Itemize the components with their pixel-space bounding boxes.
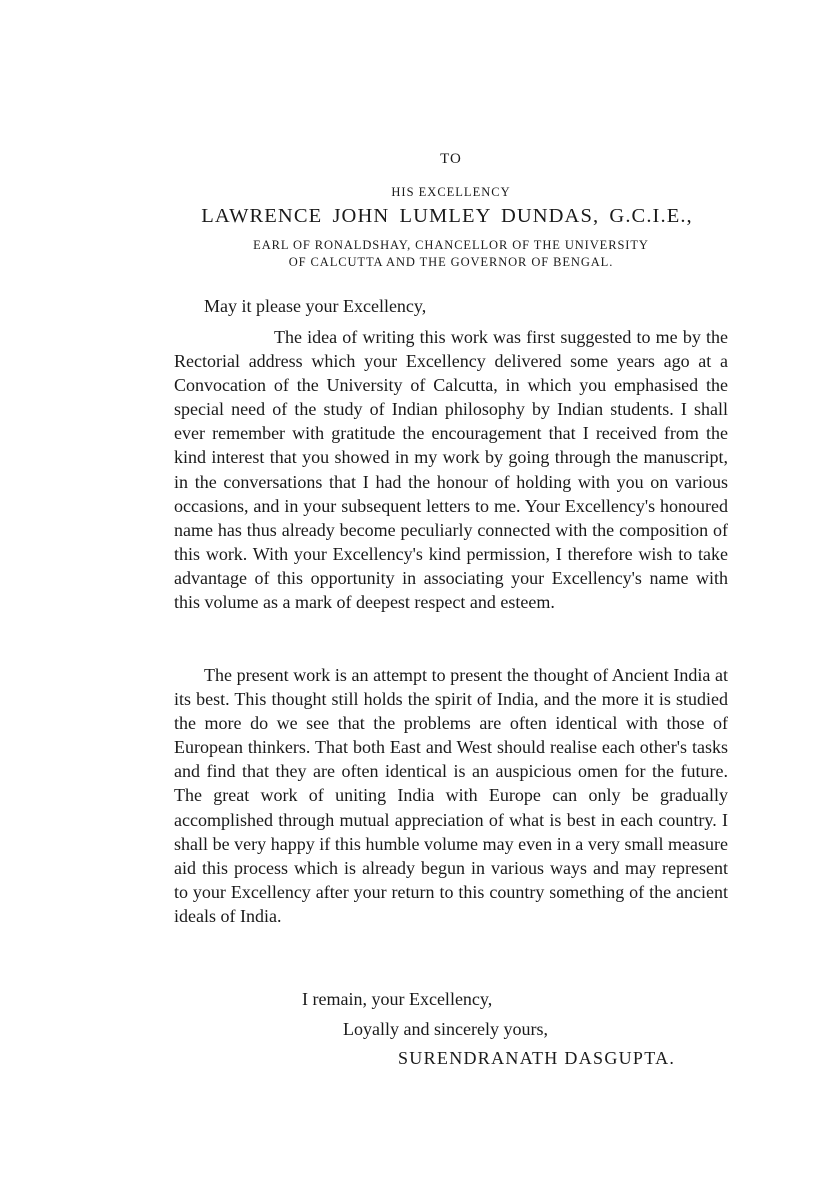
closing-loyally: Loyally and sincerely yours, [343, 1019, 548, 1039]
dedicatee-title-line-2: OF CALCUTTA AND THE GOVERNOR OF BENGAL. [288, 255, 614, 269]
paragraph-1: The idea of writing this work was first suggested to me by the Rectorial address which your Excellency delivered some years ago at a Convocation of the University of Calcutta, in which you emphasised the special need of the study of Indian philosophy by Indian students. I shall ever remember with gratitude the encouragement that I received from the kind interest that you showed in my work by going through the manuscript, in the conversations that I had the honour of holding with you on various occasions, and in your subsequent letters to me. Your Excellency's honoured name has thus already become peculiarly connected with the composition of this work. With your Excellency's kind permission, I therefore wish to take advantage of this opportunity in associating your Excellency's name with this volume as a mark of deepest respect and esteem. [174, 327, 728, 613]
his-excellency-line: HIS EXCELLENCY [391, 185, 511, 199]
signature: SURENDRANATH DASGUPTA. [398, 1048, 676, 1068]
closing-remain: I remain, your Excellency, [302, 989, 493, 1009]
to-line: TO [440, 151, 462, 167]
dedicatee-title-line-1: EARL OF RONALDSHAY, CHANCELLOR OF THE UNIVERSITY [253, 238, 649, 252]
dedication-heading [174, 150, 728, 271]
dedicatee-name: LAWRENCE JOHN LUMLEY DUNDAS, G.C.I.E., [201, 205, 693, 227]
paragraph-2: The present work is an attempt to present the thought of Ancient India at its best. This thought still holds the spirit of India, and the more it is studied the more do we see that the problems are often identical with those of European thinkers. That both East and West should realise each other's tasks and find that they are often identical is an auspicious omen for the future. The great work of uniting India with Europe can only be gradually accomplished through mutual appreciation of what is best in each country. I shall be very happy if this humble volume may even in a very small measure aid this process which is already begun in various ways and may represent to your Excellency after your return to this country something of the ancient ideals of India. [174, 665, 728, 926]
salutation: May it please your Excellency, [204, 296, 427, 316]
